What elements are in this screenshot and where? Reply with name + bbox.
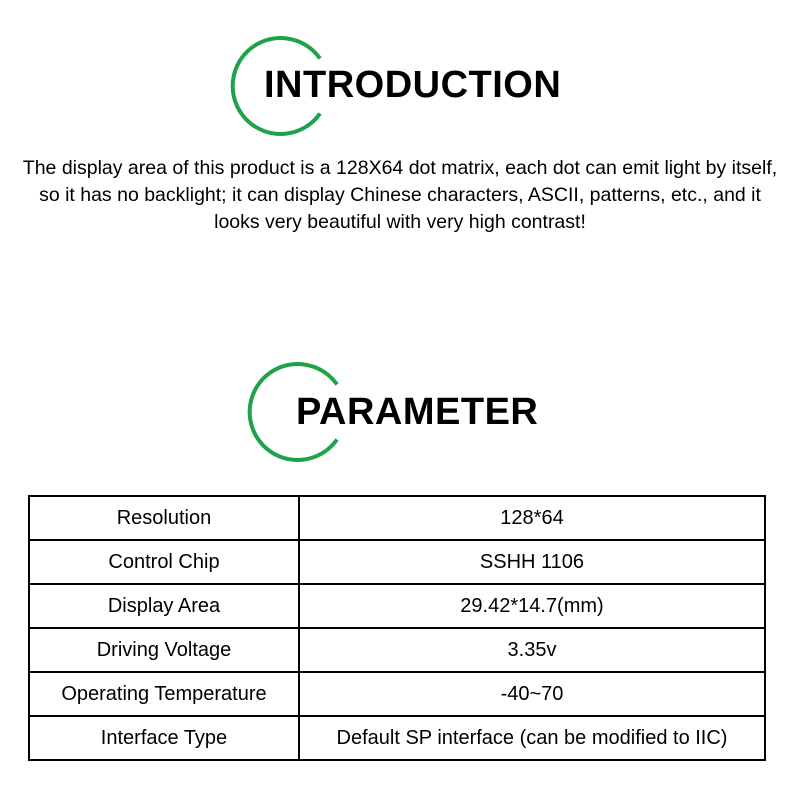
table-row — [29, 628, 765, 672]
table-row — [29, 672, 765, 716]
table-row — [29, 540, 765, 584]
param-value: SSHH 1106 — [299, 540, 765, 584]
param-label: Operating Temperature — [29, 672, 299, 716]
param-label: Interface Type — [29, 716, 299, 760]
param-value: -40~70 — [299, 672, 765, 716]
table-row — [29, 716, 765, 760]
table-row — [29, 496, 765, 540]
param-label: Display Area — [29, 584, 299, 628]
parameter-title: PARAMETER — [296, 391, 539, 433]
introduction-heading — [0, 36, 800, 136]
param-value: 128*64 — [299, 496, 765, 540]
param-value: 3.35v — [299, 628, 765, 672]
introduction-text: The display area of this product is a 128X64 dot matrix, each dot can emit light by itself, so it has no backlight; it can display Chinese characters, ASCII, patterns, etc., and it looks very beautiful with very high contrast! — [22, 157, 778, 233]
table-row — [29, 584, 765, 628]
param-label: Driving Voltage — [29, 628, 299, 672]
param-value: 29.42*14.7(mm) — [299, 584, 765, 628]
param-label: Control Chip — [29, 540, 299, 584]
parameter-heading — [0, 362, 800, 462]
param-value: Default SP interface (can be modified to IIC) — [299, 716, 765, 760]
introduction-title: INTRODUCTION — [264, 64, 562, 106]
parameter-table — [28, 495, 766, 761]
param-label: Resolution — [29, 496, 299, 540]
